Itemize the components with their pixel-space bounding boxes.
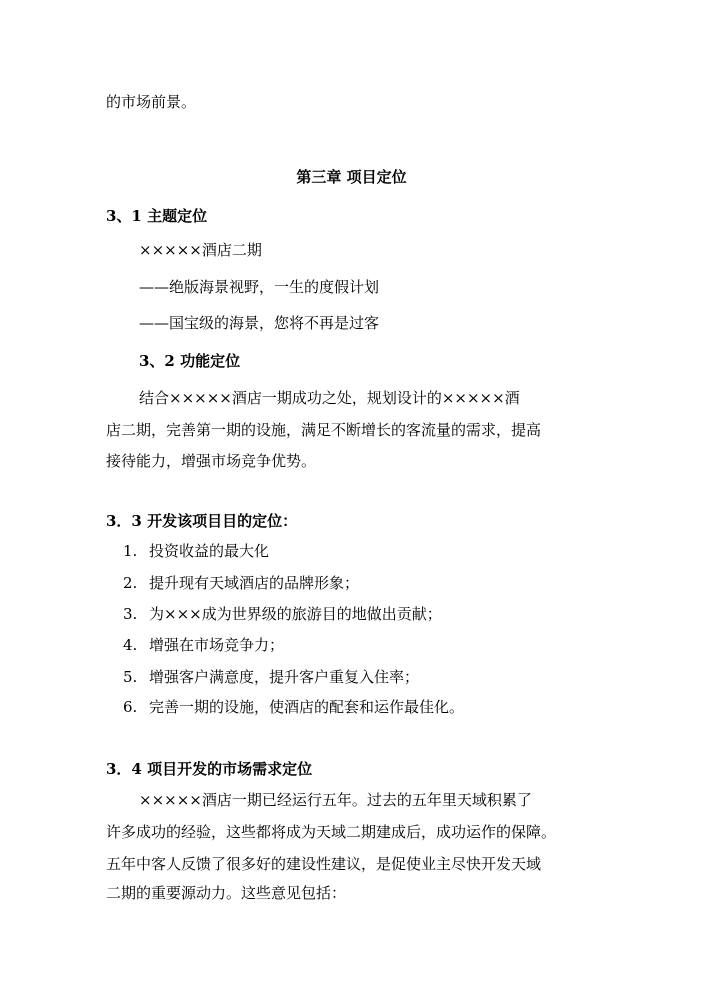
list-item-number: 2.	[123, 574, 138, 592]
theme-line: ——绝版海景视野，一生的度假计划	[139, 278, 380, 296]
theme-line: ×××××酒店二期	[139, 241, 262, 259]
paragraph-line: 接待能力，增强市场竞争优势。	[106, 452, 317, 470]
paragraph-line: ×××××酒店一期已经运行五年。过去的五年里天域积累了	[139, 791, 532, 809]
chapter-title: 第三章 项目定位	[296, 168, 407, 186]
list-item: 投资收益的最大化	[149, 542, 270, 560]
paragraph-line: 店二期，完善第一期的设施，满足不断增长的客流量的需求，提高	[106, 421, 542, 439]
intro-tail-text: 的市场前景。	[106, 93, 197, 111]
theme-line: ——国宝级的海景，您将不再是过客	[139, 314, 380, 332]
list-item-number: 1.	[123, 542, 138, 560]
list-item-number: 4.	[123, 636, 138, 654]
list-item-number: 6.	[123, 698, 138, 716]
paragraph-line: 二期的重要源动力。这些意见包括：	[106, 884, 347, 902]
paragraph-line: 结合×××××酒店一期成功之处，规划设计的×××××酒	[139, 389, 520, 407]
section-3-2-heading: 3、2 功能定位	[139, 352, 241, 370]
section-3-4-heading: 3．4 项目开发的市场需求定位	[106, 760, 313, 778]
paragraph-line: 许多成功的经验，这些都将成为天域二期建成后，成功运作的保障。	[106, 823, 557, 841]
list-item: 为×××成为世界级的旅游目的地做出贡献；	[149, 605, 442, 623]
list-item: 提升现有天域酒店的品牌形象；	[149, 574, 360, 592]
section-3-3-heading: 3．3 开发该项目目的定位：	[106, 512, 298, 530]
list-item: 增强客户满意度，提升客户重复入住率；	[149, 668, 420, 686]
section-3-1-heading: 3、1 主题定位	[106, 207, 208, 225]
list-item-number: 5.	[123, 668, 138, 686]
paragraph-line: 五年中客人反馈了很多好的建设性建议，是促使业主尽快开发天域	[106, 855, 542, 873]
list-item: 完善一期的设施，使酒店的配套和运作最佳化。	[149, 698, 465, 716]
list-item-number: 3.	[123, 605, 138, 623]
list-item: 增强在市场竞争力；	[149, 636, 285, 654]
